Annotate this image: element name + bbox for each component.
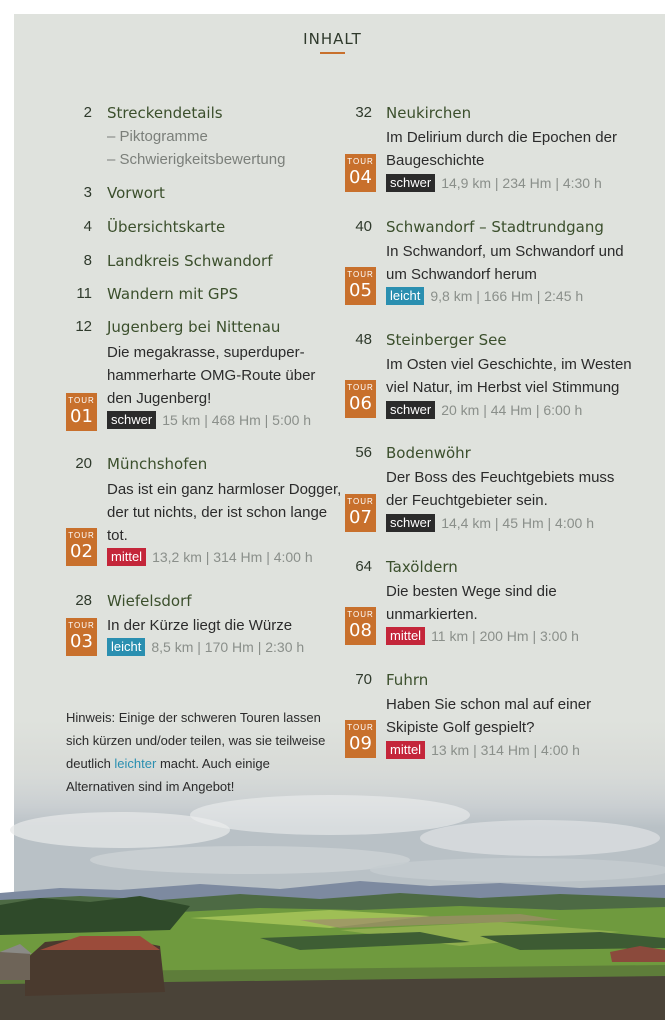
tour-badge-label: TOUR — [347, 723, 374, 732]
tour-stats-text: 14,9 km | 234 Hm | 4:30 h — [441, 175, 602, 191]
hint-highlight: leichter — [114, 756, 157, 771]
tour-number-badge — [345, 154, 376, 192]
entry-title: Landkreis Schwandorf — [107, 252, 273, 270]
top-margin — [0, 0, 665, 14]
title-underline — [320, 52, 345, 54]
tour-badge-number: 05 — [349, 280, 372, 301]
page-number: 32 — [355, 104, 372, 121]
page-number: 3 — [83, 184, 92, 201]
tour-badge-number: 09 — [349, 733, 372, 754]
tour-title: Taxöldern — [386, 558, 458, 576]
tour-number-badge — [345, 494, 376, 532]
entry-subitem: – Piktogramme — [107, 128, 208, 145]
tour-badge-number: 03 — [70, 631, 93, 652]
tour-badge-label: TOUR — [347, 383, 374, 392]
tour-title: Jugenberg bei Nittenau — [107, 318, 281, 336]
tour-badge-label: TOUR — [347, 157, 374, 166]
tour-description: Die besten Wege sind die unmarkierten. — [386, 583, 557, 623]
tour-title: Münchshofen — [107, 455, 208, 473]
tour-number-badge — [66, 618, 97, 656]
tour-badge-label: TOUR — [68, 531, 95, 540]
tour-title: Neukirchen — [386, 104, 472, 122]
tour-number-badge — [345, 720, 376, 758]
tour-description: Das ist ein ganz harmloser Dogger, der tut nichts, der ist schon lange tot. — [107, 481, 342, 544]
page-number: 40 — [355, 218, 372, 235]
tour-badge-label: TOUR — [347, 497, 374, 506]
tour-stats — [107, 548, 313, 566]
page-title: INHALT — [303, 30, 362, 48]
tour-stats-text: 9,8 km | 166 Hm | 2:45 h — [430, 288, 584, 304]
page-number: 20 — [75, 455, 92, 472]
difficulty-badge: schwer — [386, 514, 435, 532]
page-number: 2 — [83, 104, 92, 121]
tour-title: Steinberger See — [386, 331, 507, 349]
difficulty-badge: mittel — [107, 548, 146, 566]
tour-description: Im Delirium durch die Epochen der Baugeschichte — [386, 129, 617, 169]
difficulty-badge: schwer — [386, 174, 435, 192]
tour-stats-text: 15 km | 468 Hm | 5:00 h — [162, 412, 312, 428]
tour-title: Bodenwöhr — [386, 444, 471, 462]
page-number: 8 — [83, 252, 92, 269]
page-number: 28 — [75, 592, 92, 609]
tour-stats-text: 13 km | 314 Hm | 4:00 h — [431, 742, 580, 758]
page-number: 48 — [355, 331, 372, 348]
difficulty-badge: schwer — [386, 401, 435, 419]
page-number: 11 — [76, 285, 92, 302]
difficulty-badge: schwer — [107, 411, 156, 429]
page-number: 12 — [75, 318, 92, 335]
tour-description: Im Osten viel Geschichte, im Westen viel Natur, im Herbst viel Stimmung — [386, 356, 632, 396]
tour-stats — [107, 411, 311, 429]
tour-badge-label: TOUR — [347, 610, 374, 619]
tour-description: Die megakrasse, superduper- hammerharte OMG-Route über den Jugenberg! — [107, 344, 316, 407]
hint-note: Hinweis: Einige der schweren Touren lassen sich kürzen und/oder teilen, was sie teilweise deutlich leichter macht. Auch einige Alternativen sind im Angebot! — [66, 710, 326, 794]
page-number: 56 — [355, 444, 372, 461]
tour-badge-number: 04 — [349, 167, 372, 188]
tour-badge-number: 02 — [70, 541, 93, 562]
tour-stats — [386, 741, 580, 759]
tour-badge-number: 06 — [349, 393, 372, 414]
tour-number-badge — [345, 607, 376, 645]
page-number: 4 — [83, 218, 92, 235]
tour-stats — [107, 638, 304, 656]
tour-badge-number: 01 — [70, 406, 93, 427]
tour-number-badge — [66, 393, 97, 431]
difficulty-badge: leicht — [107, 638, 145, 656]
tour-badge-label: TOUR — [68, 396, 95, 405]
tour-stats-text: 14,4 km | 45 Hm | 4:00 h — [441, 515, 594, 531]
landscape-photo — [0, 760, 665, 1020]
tour-badge-label: TOUR — [347, 270, 374, 279]
tour-number-badge — [66, 528, 97, 566]
tour-title: Schwandorf – Stadtrundgang — [386, 218, 604, 236]
tour-number-badge — [345, 380, 376, 418]
entry-title: Übersichtskarte — [107, 218, 226, 236]
tour-stats — [386, 287, 583, 305]
difficulty-badge: leicht — [386, 287, 424, 305]
tour-stats-text: 20 km | 44 Hm | 6:00 h — [441, 402, 583, 418]
tour-stats — [386, 514, 594, 532]
tour-title: Fuhrn — [386, 671, 429, 689]
page-number: 70 — [355, 671, 372, 688]
tour-badge-number: 08 — [349, 620, 372, 641]
tour-description: Der Boss des Feuchtgebiets muss der Feuchtgebieter sein. — [386, 469, 615, 509]
tour-title: Wiefelsdorf — [107, 592, 192, 610]
tour-stats-text: 11 km | 200 Hm | 3:00 h — [431, 628, 579, 644]
tour-description: In Schwandorf, um Schwandorf und um Schwandorf herum — [386, 243, 624, 283]
entry-subitem: – Schwierigkeitsbewertung — [107, 151, 286, 168]
tour-description: In der Kürze liegt die Würze — [107, 617, 293, 634]
page-number: 64 — [355, 558, 372, 575]
tour-stats-text: 8,5 km | 170 Hm | 2:30 h — [151, 639, 305, 655]
entry-title: Wandern mit GPS — [107, 285, 239, 303]
tour-stats-text: 13,2 km | 314 Hm | 4:00 h — [152, 549, 313, 565]
tour-number-badge — [345, 267, 376, 305]
tour-stats — [386, 627, 579, 645]
tour-stats — [386, 174, 602, 192]
entry-title: Streckendetails — [107, 104, 223, 122]
tour-badge-number: 07 — [349, 507, 372, 528]
difficulty-badge: mittel — [386, 627, 425, 645]
entry-title: Vorwort — [107, 184, 165, 202]
difficulty-badge: mittel — [386, 741, 425, 759]
tour-stats — [386, 401, 582, 419]
tour-badge-label: TOUR — [68, 621, 95, 630]
tour-description: Haben Sie schon mal auf einer Skipiste Golf gespielt? — [386, 696, 592, 736]
